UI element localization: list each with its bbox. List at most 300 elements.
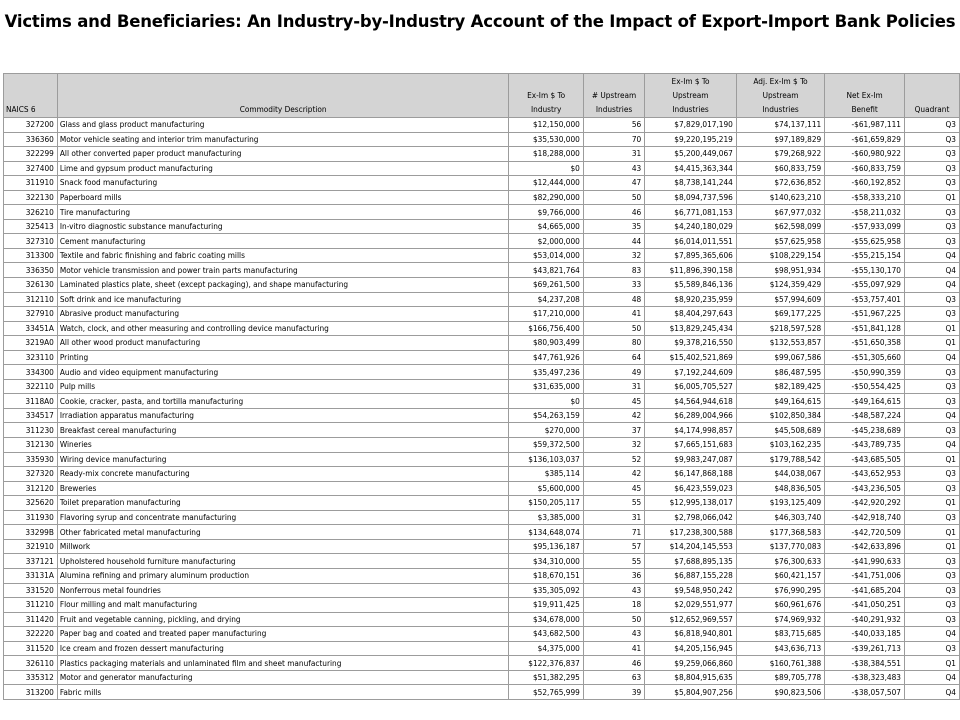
table-row — [4, 598, 960, 613]
cell-quadrant: Q3 — [904, 234, 959, 249]
cell-eximto-industry: $80,903,499 — [509, 336, 583, 351]
cell-eximto-upstream: $12,652,969,557 — [645, 612, 737, 627]
cell-adj-eximto-upstream: $99,067,586 — [736, 350, 824, 365]
cell-naics: 313300 — [4, 248, 58, 263]
cell-adj-eximto-upstream: $43,636,713 — [736, 641, 824, 656]
cell-quadrant: Q3 — [904, 583, 959, 598]
cell-upstream-count: 46 — [583, 205, 644, 220]
cell-eximto-upstream: $4,240,180,029 — [645, 219, 737, 234]
cell-description: Textile and fabric finishing and fabric coating mills — [57, 248, 509, 263]
cell-net-benefit: -$41,050,251 — [825, 598, 905, 613]
table-row — [4, 350, 960, 365]
table-row — [4, 670, 960, 685]
cell-quadrant: Q3 — [904, 307, 959, 322]
table-row — [4, 627, 960, 642]
cell-naics: 312130 — [4, 438, 58, 453]
cell-quadrant: Q4 — [904, 248, 959, 263]
cell-upstream-count: 57 — [583, 539, 644, 554]
cell-net-benefit: -$38,323,483 — [825, 670, 905, 685]
cell-net-benefit: -$55,130,170 — [825, 263, 905, 278]
cell-adj-eximto-upstream: $160,761,388 — [736, 656, 824, 671]
header-adj-eximto-upstream[interactable]: Adj. Ex-Im $ To Upstream Industries — [736, 74, 824, 118]
cell-quadrant: Q3 — [904, 612, 959, 627]
cell-adj-eximto-upstream: $193,125,409 — [736, 496, 824, 511]
cell-quadrant: Q1 — [904, 496, 959, 511]
cell-quadrant: Q3 — [904, 510, 959, 525]
cell-net-benefit: -$50,554,425 — [825, 379, 905, 394]
cell-net-benefit: -$43,789,735 — [825, 438, 905, 453]
cell-eximto-upstream: $7,192,244,609 — [645, 365, 737, 380]
cell-naics: 311930 — [4, 510, 58, 525]
cell-adj-eximto-upstream: $46,303,740 — [736, 510, 824, 525]
cell-eximto-upstream: $8,738,141,244 — [645, 176, 737, 191]
cell-eximto-industry: $34,678,000 — [509, 612, 583, 627]
cell-eximto-upstream: $15,402,521,869 — [645, 350, 737, 365]
cell-quadrant: Q3 — [904, 161, 959, 176]
cell-description: In-vitro diagnostic substance manufacturing — [57, 219, 509, 234]
cell-quadrant: Q1 — [904, 452, 959, 467]
cell-eximto-industry: $35,530,000 — [509, 132, 583, 147]
cell-eximto-industry: $47,761,926 — [509, 350, 583, 365]
cell-upstream-count: 42 — [583, 467, 644, 482]
cell-adj-eximto-upstream: $69,177,225 — [736, 307, 824, 322]
cell-upstream-count: 64 — [583, 350, 644, 365]
cell-description: Upholstered household furniture manufacturing — [57, 554, 509, 569]
cell-adj-eximto-upstream: $60,833,759 — [736, 161, 824, 176]
table-row — [4, 394, 960, 409]
cell-eximto-upstream: $8,920,235,959 — [645, 292, 737, 307]
cell-upstream-count: 71 — [583, 525, 644, 540]
cell-upstream-count: 32 — [583, 248, 644, 263]
table-row — [4, 263, 960, 278]
cell-naics: 327910 — [4, 307, 58, 322]
cell-adj-eximto-upstream: $90,823,506 — [736, 685, 824, 700]
cell-eximto-industry: $31,635,000 — [509, 379, 583, 394]
cell-eximto-industry: $166,756,400 — [509, 321, 583, 336]
cell-net-benefit: -$45,238,689 — [825, 423, 905, 438]
cell-upstream-count: 42 — [583, 408, 644, 423]
cell-adj-eximto-upstream: $45,508,689 — [736, 423, 824, 438]
cell-eximto-industry: $53,014,000 — [509, 248, 583, 263]
cell-net-benefit: -$55,215,154 — [825, 248, 905, 263]
cell-eximto-industry: $12,444,000 — [509, 176, 583, 191]
cell-upstream-count: 37 — [583, 423, 644, 438]
cell-eximto-industry: $2,000,000 — [509, 234, 583, 249]
cell-eximto-industry: $4,237,208 — [509, 292, 583, 307]
header-naics[interactable]: NAICS 6 — [4, 74, 58, 118]
cell-naics: 335930 — [4, 452, 58, 467]
cell-eximto-upstream: $5,200,449,067 — [645, 147, 737, 162]
table-row — [4, 365, 960, 380]
cell-description: Fabric mills — [57, 685, 509, 700]
cell-quadrant: Q3 — [904, 641, 959, 656]
table-row — [4, 161, 960, 176]
cell-adj-eximto-upstream: $140,623,210 — [736, 190, 824, 205]
cell-description: Nonferrous metal foundries — [57, 583, 509, 598]
header-upstream-count[interactable]: # Upstream Industries — [583, 74, 644, 118]
cell-eximto-industry: $150,205,117 — [509, 496, 583, 511]
cell-eximto-upstream: $7,665,151,683 — [645, 438, 737, 453]
cell-eximto-upstream: $9,983,247,087 — [645, 452, 737, 467]
cell-description: Laminated plastics plate, sheet (except packaging), and shape manufacturing — [57, 278, 509, 293]
cell-net-benefit: -$60,833,759 — [825, 161, 905, 176]
cell-description: Wineries — [57, 438, 509, 453]
cell-adj-eximto-upstream: $137,770,083 — [736, 539, 824, 554]
cell-eximto-industry: $35,305,092 — [509, 583, 583, 598]
cell-naics: 337121 — [4, 554, 58, 569]
cell-quadrant: Q3 — [904, 423, 959, 438]
cell-naics: 312110 — [4, 292, 58, 307]
cell-description: Fruit and vegetable canning, pickling, and drying — [57, 612, 509, 627]
cell-quadrant: Q3 — [904, 568, 959, 583]
cell-eximto-upstream: $6,818,940,801 — [645, 627, 737, 642]
cell-adj-eximto-upstream: $179,788,542 — [736, 452, 824, 467]
cell-upstream-count: 45 — [583, 481, 644, 496]
cell-description: Breweries — [57, 481, 509, 496]
cell-quadrant: Q4 — [904, 408, 959, 423]
cell-eximto-upstream: $7,895,365,606 — [645, 248, 737, 263]
cell-net-benefit: -$57,933,099 — [825, 219, 905, 234]
cell-quadrant: Q1 — [904, 336, 959, 351]
table-row — [4, 190, 960, 205]
cell-adj-eximto-upstream: $86,487,595 — [736, 365, 824, 380]
cell-eximto-upstream: $8,804,915,635 — [645, 670, 737, 685]
table-row — [4, 496, 960, 511]
cell-quadrant: Q4 — [904, 350, 959, 365]
cell-adj-eximto-upstream: $102,850,384 — [736, 408, 824, 423]
table-row — [4, 147, 960, 162]
cell-eximto-upstream: $17,238,300,588 — [645, 525, 737, 540]
cell-naics: 334300 — [4, 365, 58, 380]
cell-quadrant: Q3 — [904, 365, 959, 380]
cell-description: Paperboard mills — [57, 190, 509, 205]
cell-eximto-upstream: $6,289,004,966 — [645, 408, 737, 423]
table-row — [4, 336, 960, 351]
cell-naics: 311420 — [4, 612, 58, 627]
table-row — [4, 685, 960, 700]
cell-eximto-industry: $0 — [509, 394, 583, 409]
cell-description: Cookie, cracker, pasta, and tortilla manufacturing — [57, 394, 509, 409]
cell-naics: 322110 — [4, 379, 58, 394]
cell-quadrant: Q3 — [904, 394, 959, 409]
cell-net-benefit: -$53,757,401 — [825, 292, 905, 307]
cell-naics: 3219A0 — [4, 336, 58, 351]
cell-adj-eximto-upstream: $49,164,615 — [736, 394, 824, 409]
cell-naics: 331520 — [4, 583, 58, 598]
cell-description: Motor vehicle transmission and power train parts manufacturing — [57, 263, 509, 278]
cell-description: Motor and generator manufacturing — [57, 670, 509, 685]
cell-upstream-count: 33 — [583, 278, 644, 293]
header-eximto-upstream[interactable]: Ex-Im $ To Upstream Industries — [645, 74, 737, 118]
cell-naics: 326110 — [4, 656, 58, 671]
cell-eximto-industry: $4,665,000 — [509, 219, 583, 234]
cell-adj-eximto-upstream: $74,137,111 — [736, 118, 824, 133]
cell-eximto-industry: $0 — [509, 161, 583, 176]
cell-eximto-industry: $43,682,500 — [509, 627, 583, 642]
cell-eximto-industry: $9,766,000 — [509, 205, 583, 220]
header-net-benefit[interactable]: Net Ex-Im Benefit — [825, 74, 905, 118]
cell-adj-eximto-upstream: $103,162,235 — [736, 438, 824, 453]
cell-eximto-industry: $19,911,425 — [509, 598, 583, 613]
cell-upstream-count: 43 — [583, 161, 644, 176]
cell-adj-eximto-upstream: $76,990,295 — [736, 583, 824, 598]
cell-eximto-upstream: $11,896,390,158 — [645, 263, 737, 278]
cell-naics: 325620 — [4, 496, 58, 511]
cell-naics: 33131A — [4, 568, 58, 583]
cell-eximto-upstream: $5,589,846,136 — [645, 278, 737, 293]
cell-net-benefit: -$51,650,358 — [825, 336, 905, 351]
table-row — [4, 583, 960, 598]
cell-net-benefit: -$51,841,128 — [825, 321, 905, 336]
cell-description: Lime and gypsum product manufacturing — [57, 161, 509, 176]
cell-quadrant: Q1 — [904, 539, 959, 554]
cell-adj-eximto-upstream: $218,597,528 — [736, 321, 824, 336]
cell-upstream-count: 44 — [583, 234, 644, 249]
cell-eximto-upstream: $13,829,245,434 — [645, 321, 737, 336]
cell-description: Wiring device manufacturing — [57, 452, 509, 467]
table-header — [4, 74, 960, 118]
table-row — [4, 656, 960, 671]
table-row — [4, 278, 960, 293]
cell-upstream-count: 55 — [583, 496, 644, 511]
cell-naics: 311230 — [4, 423, 58, 438]
cell-eximto-industry: $122,376,837 — [509, 656, 583, 671]
cell-description: Abrasive product manufacturing — [57, 307, 509, 322]
cell-eximto-upstream: $4,415,363,344 — [645, 161, 737, 176]
cell-eximto-industry: $51,382,295 — [509, 670, 583, 685]
cell-naics: 327200 — [4, 118, 58, 133]
header-eximto-industry[interactable]: Ex-Im $ To Industry — [509, 74, 583, 118]
cell-naics: 322220 — [4, 627, 58, 642]
cell-eximto-upstream: $9,378,216,550 — [645, 336, 737, 351]
cell-net-benefit: -$42,918,740 — [825, 510, 905, 525]
cell-adj-eximto-upstream: $60,421,157 — [736, 568, 824, 583]
table-row — [4, 292, 960, 307]
cell-net-benefit: -$38,057,507 — [825, 685, 905, 700]
cell-upstream-count: 18 — [583, 598, 644, 613]
cell-upstream-count: 35 — [583, 219, 644, 234]
cell-upstream-count: 31 — [583, 147, 644, 162]
cell-net-benefit: -$58,333,210 — [825, 190, 905, 205]
cell-net-benefit: -$51,305,660 — [825, 350, 905, 365]
cell-adj-eximto-upstream: $76,300,633 — [736, 554, 824, 569]
cell-upstream-count: 52 — [583, 452, 644, 467]
cell-quadrant: Q4 — [904, 685, 959, 700]
cell-upstream-count: 31 — [583, 510, 644, 525]
cell-eximto-upstream: $6,887,155,228 — [645, 568, 737, 583]
cell-eximto-upstream: $14,204,145,553 — [645, 539, 737, 554]
cell-eximto-industry: $59,372,500 — [509, 438, 583, 453]
cell-eximto-industry: $270,000 — [509, 423, 583, 438]
table-row — [4, 539, 960, 554]
cell-naics: 322299 — [4, 147, 58, 162]
cell-eximto-upstream: $6,771,081,153 — [645, 205, 737, 220]
page-title: Victims and Beneficiaries: An Industry-by-Industry Account of the Impact of Export-Import Bank Policies — [4, 12, 956, 31]
cell-net-benefit: -$43,652,953 — [825, 467, 905, 482]
table-row — [4, 568, 960, 583]
cell-net-benefit: -$42,633,896 — [825, 539, 905, 554]
cell-adj-eximto-upstream: $124,359,429 — [736, 278, 824, 293]
cell-upstream-count: 50 — [583, 321, 644, 336]
cell-upstream-count: 80 — [583, 336, 644, 351]
table-row — [4, 219, 960, 234]
table-row — [4, 408, 960, 423]
cell-adj-eximto-upstream: $67,977,032 — [736, 205, 824, 220]
cell-upstream-count: 83 — [583, 263, 644, 278]
cell-eximto-upstream: $6,147,868,188 — [645, 467, 737, 482]
table-row — [4, 118, 960, 133]
cell-upstream-count: 50 — [583, 190, 644, 205]
cell-naics: 33451A — [4, 321, 58, 336]
cell-eximto-industry: $18,288,000 — [509, 147, 583, 162]
cell-upstream-count: 47 — [583, 176, 644, 191]
cell-eximto-upstream: $8,094,737,596 — [645, 190, 737, 205]
cell-upstream-count: 39 — [583, 685, 644, 700]
cell-description: Ice cream and frozen dessert manufacturing — [57, 641, 509, 656]
cell-eximto-industry: $136,103,037 — [509, 452, 583, 467]
cell-description: Cement manufacturing — [57, 234, 509, 249]
cell-net-benefit: -$60,192,852 — [825, 176, 905, 191]
cell-naics: 327400 — [4, 161, 58, 176]
cell-upstream-count: 41 — [583, 307, 644, 322]
table-row — [4, 176, 960, 191]
cell-eximto-upstream: $12,995,138,017 — [645, 496, 737, 511]
cell-eximto-industry: $34,310,000 — [509, 554, 583, 569]
cell-eximto-industry: $12,150,000 — [509, 118, 583, 133]
cell-upstream-count: 36 — [583, 568, 644, 583]
cell-upstream-count: 46 — [583, 656, 644, 671]
cell-eximto-upstream: $6,005,705,527 — [645, 379, 737, 394]
cell-net-benefit: -$40,291,932 — [825, 612, 905, 627]
cell-upstream-count: 43 — [583, 583, 644, 598]
cell-quadrant: Q3 — [904, 205, 959, 220]
cell-eximto-upstream: $2,029,551,977 — [645, 598, 737, 613]
cell-adj-eximto-upstream: $108,229,154 — [736, 248, 824, 263]
cell-quadrant: Q3 — [904, 481, 959, 496]
cell-eximto-industry: $52,765,999 — [509, 685, 583, 700]
table-row — [4, 510, 960, 525]
cell-naics: 335312 — [4, 670, 58, 685]
header-commodity-description[interactable]: Commodity Description — [57, 74, 509, 118]
cell-quadrant: Q3 — [904, 147, 959, 162]
table-row — [4, 379, 960, 394]
cell-description: Audio and video equipment manufacturing — [57, 365, 509, 380]
cell-eximto-industry: $95,136,187 — [509, 539, 583, 554]
cell-quadrant: Q3 — [904, 598, 959, 613]
cell-eximto-industry: $385,114 — [509, 467, 583, 482]
cell-quadrant: Q1 — [904, 656, 959, 671]
cell-upstream-count: 43 — [583, 627, 644, 642]
cell-description: Paper bag and coated and treated paper manufacturing — [57, 627, 509, 642]
cell-naics: 311520 — [4, 641, 58, 656]
cell-naics: 3118A0 — [4, 394, 58, 409]
cell-quadrant: Q4 — [904, 627, 959, 642]
cell-upstream-count: 32 — [583, 438, 644, 453]
cell-upstream-count: 70 — [583, 132, 644, 147]
cell-net-benefit: -$61,659,829 — [825, 132, 905, 147]
cell-adj-eximto-upstream: $57,994,609 — [736, 292, 824, 307]
cell-eximto-industry: $134,648,074 — [509, 525, 583, 540]
cell-adj-eximto-upstream: $62,598,099 — [736, 219, 824, 234]
cell-naics: 334517 — [4, 408, 58, 423]
table-row — [4, 641, 960, 656]
cell-naics: 336350 — [4, 263, 58, 278]
cell-description: All other converted paper product manufacturing — [57, 147, 509, 162]
cell-description: Motor vehicle seating and interior trim manufacturing — [57, 132, 509, 147]
cell-eximto-industry: $69,261,500 — [509, 278, 583, 293]
header-quadrant[interactable]: Quadrant — [904, 74, 959, 118]
cell-upstream-count: 31 — [583, 379, 644, 394]
cell-quadrant: Q1 — [904, 321, 959, 336]
cell-naics: 313200 — [4, 685, 58, 700]
cell-naics: 311910 — [4, 176, 58, 191]
cell-adj-eximto-upstream: $89,705,778 — [736, 670, 824, 685]
cell-quadrant: Q4 — [904, 438, 959, 453]
cell-description: Millwork — [57, 539, 509, 554]
cell-description: Breakfast cereal manufacturing — [57, 423, 509, 438]
cell-quadrant: Q4 — [904, 670, 959, 685]
cell-quadrant: Q3 — [904, 379, 959, 394]
cell-net-benefit: -$38,384,551 — [825, 656, 905, 671]
cell-adj-eximto-upstream: $98,951,934 — [736, 263, 824, 278]
cell-naics: 33299B — [4, 525, 58, 540]
cell-net-benefit: -$55,625,958 — [825, 234, 905, 249]
cell-quadrant: Q3 — [904, 132, 959, 147]
cell-eximto-industry: $18,670,151 — [509, 568, 583, 583]
cell-description: Pulp mills — [57, 379, 509, 394]
table-row — [4, 234, 960, 249]
cell-naics: 311210 — [4, 598, 58, 613]
cell-eximto-upstream: $5,804,907,256 — [645, 685, 737, 700]
industry-table — [3, 73, 960, 700]
cell-quadrant: Q1 — [904, 525, 959, 540]
cell-adj-eximto-upstream: $44,038,067 — [736, 467, 824, 482]
cell-net-benefit: -$40,033,185 — [825, 627, 905, 642]
cell-adj-eximto-upstream: $132,553,857 — [736, 336, 824, 351]
cell-net-benefit: -$51,967,225 — [825, 307, 905, 322]
cell-upstream-count: 63 — [583, 670, 644, 685]
cell-adj-eximto-upstream: $72,636,852 — [736, 176, 824, 191]
cell-net-benefit: -$50,990,359 — [825, 365, 905, 380]
cell-net-benefit: -$41,990,633 — [825, 554, 905, 569]
table-row — [4, 321, 960, 336]
cell-quadrant: Q3 — [904, 176, 959, 191]
table-row — [4, 554, 960, 569]
cell-eximto-industry: $35,497,236 — [509, 365, 583, 380]
cell-eximto-upstream: $2,798,066,042 — [645, 510, 737, 525]
cell-eximto-industry: $54,263,159 — [509, 408, 583, 423]
cell-net-benefit: -$48,587,224 — [825, 408, 905, 423]
cell-eximto-upstream: $6,014,011,551 — [645, 234, 737, 249]
cell-upstream-count: 45 — [583, 394, 644, 409]
cell-net-benefit: -$49,164,615 — [825, 394, 905, 409]
cell-adj-eximto-upstream: $97,189,829 — [736, 132, 824, 147]
cell-eximto-industry: $5,600,000 — [509, 481, 583, 496]
cell-description: Irradiation apparatus manufacturing — [57, 408, 509, 423]
table-row — [4, 423, 960, 438]
cell-description: Printing — [57, 350, 509, 365]
cell-adj-eximto-upstream: $83,715,685 — [736, 627, 824, 642]
cell-net-benefit: -$42,920,292 — [825, 496, 905, 511]
cell-eximto-upstream: $7,688,895,135 — [645, 554, 737, 569]
cell-naics: 323110 — [4, 350, 58, 365]
cell-net-benefit: -$41,751,006 — [825, 568, 905, 583]
cell-upstream-count: 55 — [583, 554, 644, 569]
cell-net-benefit: -$58,211,032 — [825, 205, 905, 220]
cell-quadrant: Q1 — [904, 190, 959, 205]
cell-naics: 327320 — [4, 467, 58, 482]
cell-quadrant: Q3 — [904, 292, 959, 307]
